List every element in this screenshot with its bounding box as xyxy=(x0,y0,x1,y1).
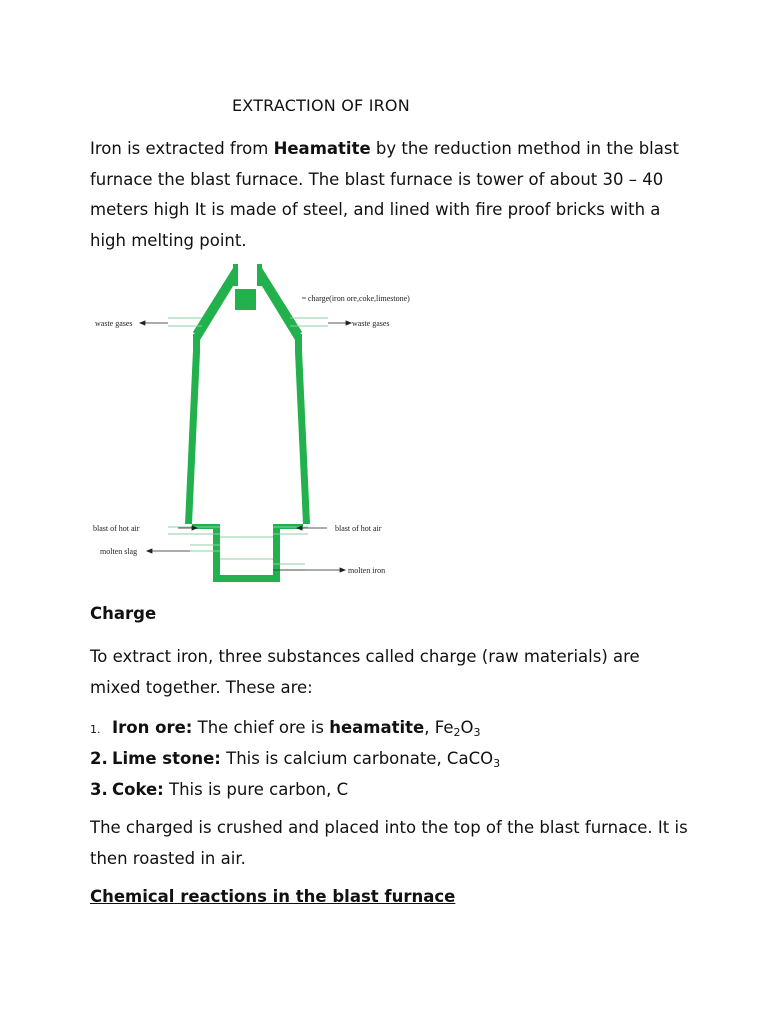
furnace-right-bosh xyxy=(295,350,310,524)
blast-furnace-diagram xyxy=(90,262,430,584)
list-text: This is pure carbon, C xyxy=(163,780,349,799)
charge-heading: Charge xyxy=(90,604,157,623)
list-item xyxy=(90,712,500,743)
charge-list xyxy=(90,712,500,805)
furnace-left-shoulder xyxy=(193,334,200,352)
intro-bold-term: Heamatite xyxy=(273,139,371,158)
list-subscript: 3 xyxy=(493,757,501,770)
furnace-left-bosh xyxy=(185,350,200,524)
list-text: O xyxy=(460,718,474,737)
reactions-heading: Chemical reactions in the blast furnace xyxy=(90,887,456,906)
label-molten-slag: molten slag xyxy=(100,547,138,556)
list-number: 2. xyxy=(90,749,108,768)
furnace-right-hearth xyxy=(273,524,280,582)
label-hot-air-right: blast of hot air xyxy=(335,524,382,533)
list-subscript: 2 xyxy=(453,726,461,739)
charge-block xyxy=(235,289,256,310)
page-title: EXTRACTION OF IRON xyxy=(232,96,410,115)
list-text: This is calcium carbonate, CaCO xyxy=(220,749,494,768)
list-number: 1. xyxy=(90,723,101,736)
list-text: The chief ore is xyxy=(192,718,330,737)
label-waste-gases-left: waste gases xyxy=(95,319,133,328)
label-charge: charge(iron ore,coke,limestone) xyxy=(308,294,410,303)
list-term: Coke: xyxy=(112,780,164,799)
label-waste-gases-right: waste gases xyxy=(352,319,390,328)
list-text: , Fe xyxy=(424,718,454,737)
list-item xyxy=(90,774,500,805)
furnace-right-top-slope xyxy=(257,268,302,340)
list-number: 3. xyxy=(90,780,108,799)
intro-text-end: by the reduction method in the blast furnace the blast furnace. The blast furnace is tower of about 30 – 40 meters high It is made of steel, and lined with fire proof bricks with a high melting point. xyxy=(90,139,679,250)
furnace-right-shoulder xyxy=(295,334,302,352)
label-arrows xyxy=(140,298,351,572)
list-bold: heamatite xyxy=(329,718,425,737)
crushed-paragraph: The charged is crushed and placed into the top of the blast furnace. It is then roasted in air. xyxy=(90,818,688,868)
list-term: Lime stone: xyxy=(112,749,221,768)
label-hot-air-left: blast of hot air xyxy=(93,524,140,533)
furnace-left-hearth xyxy=(213,524,220,582)
furnace-left-top-slope xyxy=(193,268,238,340)
intro-text-start: Iron is extracted from xyxy=(90,139,274,158)
furnace-bottom xyxy=(213,575,280,582)
intro-paragraph xyxy=(90,134,690,256)
list-subscript: 3 xyxy=(473,726,481,739)
list-term: Iron ore: xyxy=(112,718,193,737)
list-item xyxy=(90,743,500,774)
label-molten-iron: molten iron xyxy=(348,566,386,575)
charge-intro-paragraph: To extract iron, three substances called charge (raw materials) are mixed together. These are: xyxy=(90,647,640,697)
